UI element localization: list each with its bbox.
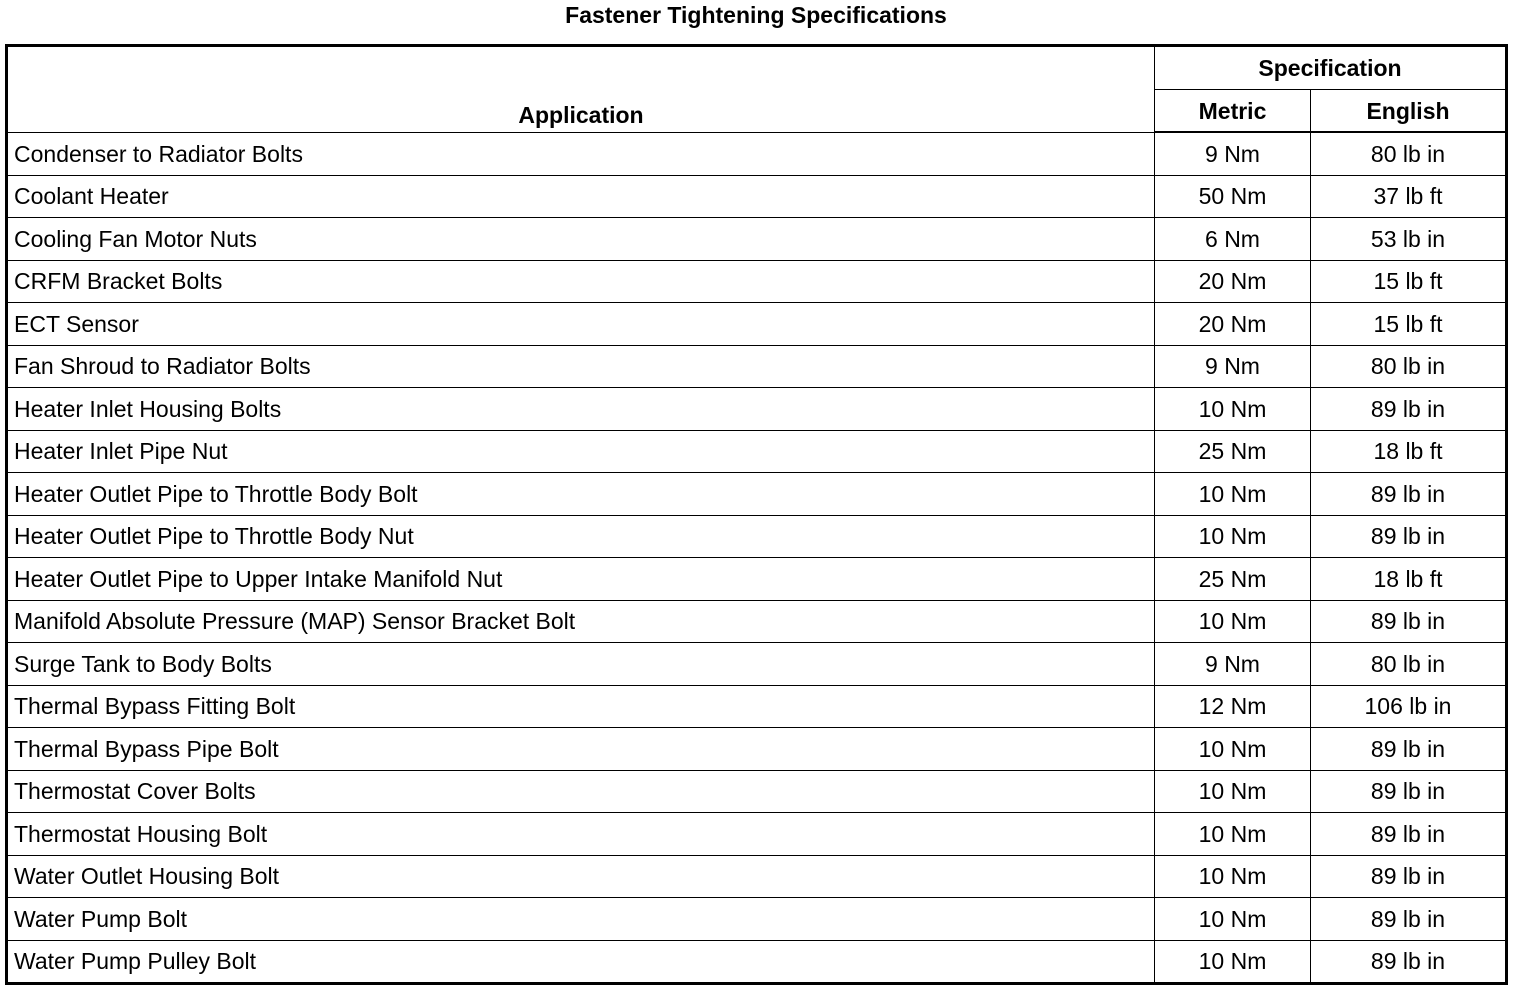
application-cell: Water Pump Pulley Bolt [7, 940, 1155, 984]
application-cell: ECT Sensor [7, 303, 1155, 346]
metric-value-cell: 9 Nm [1155, 643, 1311, 686]
application-cell: Heater Inlet Pipe Nut [7, 430, 1155, 473]
english-value-cell: 80 lb in [1311, 132, 1507, 175]
english-value-cell: 89 lb in [1311, 728, 1507, 771]
english-value-cell: 18 lb ft [1311, 430, 1507, 473]
english-value-cell: 37 lb ft [1311, 175, 1507, 218]
metric-value-cell: 10 Nm [1155, 855, 1311, 898]
metric-value-cell: 12 Nm [1155, 685, 1311, 728]
table-row [7, 685, 1507, 728]
application-cell: Thermal Bypass Fitting Bolt [7, 685, 1155, 728]
metric-value-cell: 10 Nm [1155, 473, 1311, 516]
table-row [7, 175, 1507, 218]
table-row [7, 855, 1507, 898]
application-cell: Condenser to Radiator Bolts [7, 132, 1155, 175]
application-cell: Fan Shroud to Radiator Bolts [7, 345, 1155, 388]
application-cell: Cooling Fan Motor Nuts [7, 218, 1155, 261]
table-row [7, 558, 1507, 601]
application-cell: Thermal Bypass Pipe Bolt [7, 728, 1155, 771]
metric-value-cell: 10 Nm [1155, 728, 1311, 771]
metric-value-cell: 10 Nm [1155, 770, 1311, 813]
application-cell: Heater Outlet Pipe to Upper Intake Manifold Nut [7, 558, 1155, 601]
application-cell: CRFM Bracket Bolts [7, 260, 1155, 303]
table-row [7, 643, 1507, 686]
application-cell: Water Outlet Housing Bolt [7, 855, 1155, 898]
metric-value-cell: 9 Nm [1155, 345, 1311, 388]
metric-value-cell: 9 Nm [1155, 132, 1311, 175]
english-value-cell: 18 lb ft [1311, 558, 1507, 601]
table-row [7, 303, 1507, 346]
table-row [7, 515, 1507, 558]
english-value-cell: 89 lb in [1311, 813, 1507, 856]
metric-value-cell: 25 Nm [1155, 558, 1311, 601]
table-row [7, 473, 1507, 516]
english-value-cell: 15 lb ft [1311, 260, 1507, 303]
application-cell: Manifold Absolute Pressure (MAP) Sensor Bracket Bolt [7, 600, 1155, 643]
page-title: Fastener Tightening Specifications [565, 2, 947, 28]
english-value-cell: 89 lb in [1311, 388, 1507, 431]
application-cell: Coolant Heater [7, 175, 1155, 218]
english-value-cell: 89 lb in [1311, 473, 1507, 516]
metric-value-cell: 10 Nm [1155, 898, 1311, 941]
table-row [7, 218, 1507, 261]
metric-value-cell: 25 Nm [1155, 430, 1311, 473]
english-value-cell: 89 lb in [1311, 770, 1507, 813]
english-value-cell: 80 lb in [1311, 643, 1507, 686]
column-header-specification: Specification [1155, 46, 1507, 90]
column-header-application: Application [7, 46, 1155, 133]
metric-value-cell: 10 Nm [1155, 515, 1311, 558]
column-header-metric: Metric [1155, 90, 1311, 133]
english-value-cell: 53 lb in [1311, 218, 1507, 261]
application-cell: Water Pump Bolt [7, 898, 1155, 941]
header-row-top [7, 46, 1507, 90]
table-body [7, 132, 1507, 984]
english-value-cell: 106 lb in [1311, 685, 1507, 728]
table-row [7, 388, 1507, 431]
column-header-english: English [1311, 90, 1507, 133]
metric-value-cell: 10 Nm [1155, 940, 1311, 984]
english-value-cell: 89 lb in [1311, 940, 1507, 984]
table-row [7, 430, 1507, 473]
english-value-cell: 89 lb in [1311, 855, 1507, 898]
table-row [7, 600, 1507, 643]
metric-value-cell: 10 Nm [1155, 600, 1311, 643]
table-header [7, 46, 1507, 133]
application-cell: Thermostat Cover Bolts [7, 770, 1155, 813]
metric-value-cell: 20 Nm [1155, 303, 1311, 346]
table-row [7, 940, 1507, 984]
table-row [7, 345, 1507, 388]
english-value-cell: 80 lb in [1311, 345, 1507, 388]
table-row [7, 813, 1507, 856]
table-row [7, 132, 1507, 175]
english-value-cell: 89 lb in [1311, 515, 1507, 558]
metric-value-cell: 50 Nm [1155, 175, 1311, 218]
table-row [7, 898, 1507, 941]
metric-value-cell: 10 Nm [1155, 813, 1311, 856]
table-row [7, 728, 1507, 771]
application-cell: Thermostat Housing Bolt [7, 813, 1155, 856]
english-value-cell: 15 lb ft [1311, 303, 1507, 346]
metric-value-cell: 10 Nm [1155, 388, 1311, 431]
metric-value-cell: 20 Nm [1155, 260, 1311, 303]
fastener-spec-table [5, 44, 1508, 985]
application-cell: Heater Outlet Pipe to Throttle Body Bolt [7, 473, 1155, 516]
metric-value-cell: 6 Nm [1155, 218, 1311, 261]
application-cell: Surge Tank to Body Bolts [7, 643, 1155, 686]
table-row [7, 260, 1507, 303]
table-row [7, 770, 1507, 813]
application-cell: Heater Outlet Pipe to Throttle Body Nut [7, 515, 1155, 558]
english-value-cell: 89 lb in [1311, 600, 1507, 643]
english-value-cell: 89 lb in [1311, 898, 1507, 941]
application-cell: Heater Inlet Housing Bolts [7, 388, 1155, 431]
